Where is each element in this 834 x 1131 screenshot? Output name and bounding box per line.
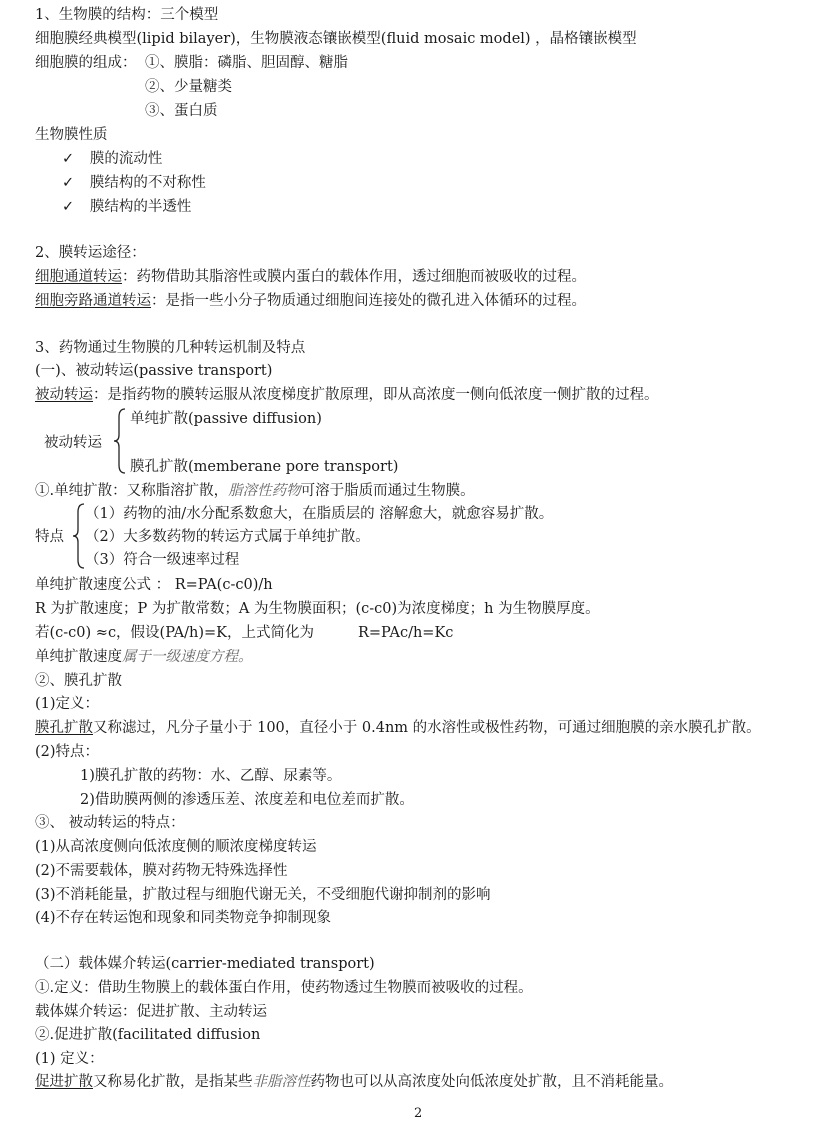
composition-item-1: ①、膜脂：磷脂、胆固醇、糖脂 bbox=[145, 55, 348, 71]
check-icon: ✓ bbox=[62, 151, 75, 167]
transport-definition: 细胞旁路通道转运：是指一些小分子物质通过细胞间连接处的微孔进入体循环的过程。 bbox=[35, 293, 586, 309]
feature-item: （1）药物的油/水分配系数愈大，在脂质层的 溶解愈大，就愈容易扩散。 bbox=[85, 506, 554, 522]
passive-feature-item: (1)从高浓度侧向低浓度侧的顺浓度梯度转运 bbox=[35, 839, 317, 855]
feature-item: （3）符合一级速率过程 bbox=[85, 552, 240, 568]
simple-diffusion-definition: ①.单纯扩散：又称脂溶扩散，脂溶性药物可溶于脂质而通过生物膜。 bbox=[35, 483, 475, 499]
variables-line: R 为扩散速度；P 为扩散常数；A 为生物膜面积；(c-c0)为浓度梯度；h 为生物膜厚度。 bbox=[35, 601, 600, 617]
curly-brace-icon bbox=[72, 503, 86, 569]
properties-heading: 生物膜性质 bbox=[35, 127, 108, 143]
composition-item-2: ②、少量糖类 bbox=[145, 79, 232, 95]
facilitated-definition-label: (1) 定义： bbox=[35, 1051, 104, 1067]
check-icon: ✓ bbox=[62, 199, 75, 215]
composition-label: 细胞膜的组成： bbox=[35, 55, 137, 71]
section-2-heading: 2、膜转运途径： bbox=[35, 245, 146, 261]
property-item: ✓ 膜的流动性 bbox=[62, 151, 163, 167]
carrier-types: 载体媒介转运：促进扩散、主动转运 bbox=[35, 1004, 267, 1020]
facilitated-definition: 促进扩散又称易化扩散，是指某些非脂溶性药物也可以从高浓度处向低浓度处扩散，且不消耗能量。 bbox=[35, 1074, 673, 1090]
transport-definition: 细胞通道转运：药物借助其脂溶性或膜内蛋白的载体作用，透过细胞而被吸收的过程。 bbox=[35, 269, 586, 285]
check-icon: ✓ bbox=[62, 175, 75, 191]
property-item: ✓ 膜结构的半透性 bbox=[62, 199, 192, 215]
brace-item-pore-transport: 膜孔扩散(memberane pore transport) bbox=[130, 459, 399, 475]
pore-diffusion-heading: ②、膜孔扩散 bbox=[35, 673, 122, 689]
brace-label: 被动转运 bbox=[44, 435, 102, 451]
section-3-heading: 3、药物通过生物膜的几种转运机制及特点 bbox=[35, 340, 306, 356]
passive-feature-item: (2)不需要载体，膜对药物无特殊选择性 bbox=[35, 863, 288, 879]
property-item: ✓ 膜结构的不对称性 bbox=[62, 175, 206, 191]
term: 促进扩散 bbox=[35, 1074, 93, 1090]
pore-features-label: (2)特点： bbox=[35, 744, 100, 760]
passive-feature-item: (4)不存在转运饱和现象和同类物竞争抑制现象 bbox=[35, 910, 332, 926]
term: 被动转运 bbox=[35, 387, 93, 403]
formula-line: 单纯扩散速度公式 ： R=PA(c-c0)/h bbox=[35, 577, 273, 593]
page-number: 2 bbox=[414, 1106, 423, 1121]
passive-features-heading: ③、 被动转运的特点： bbox=[35, 815, 185, 831]
membrane-models: 细胞膜经典模型(lipid bilayer)，生物膜液态镶嵌模型(fluid mosaic model) ，晶格镶嵌模型 bbox=[35, 31, 637, 47]
pore-definition: 膜孔扩散又称滤过，凡分子量小于 100，直径小于 0.4nm 的水溶性或极性药物，可通过细胞膜的亲水膜孔扩散。 bbox=[35, 720, 761, 736]
feature-item: （2）大多数药物的转运方式属于单纯扩散。 bbox=[85, 529, 370, 545]
brace-item-simple-diffusion: 单纯扩散(passive diffusion) bbox=[130, 411, 322, 427]
composition-item-3: ③、蛋白质 bbox=[145, 103, 218, 119]
features-label: 特点 bbox=[35, 529, 64, 545]
pore-feature-item: 1)膜孔扩散的药物：水、乙醇、尿素等。 bbox=[80, 768, 342, 784]
curly-brace-icon bbox=[113, 408, 127, 474]
carrier-transport-heading: （二）载体媒介转运(carrier-mediated transport) bbox=[35, 956, 375, 972]
term: 细胞旁路通道转运 bbox=[35, 293, 151, 309]
first-order-line: 单纯扩散速度属于一级速度方程。 bbox=[35, 649, 253, 665]
passive-feature-item: (3)不消耗能量，扩散过程与细胞代谢无关，不受细胞代谢抑制剂的影响 bbox=[35, 887, 491, 903]
approximation-line: 若(c-c0) ≈c，假设(PA/h)=K，上式简化为 R=PAc/h=Kc bbox=[35, 625, 454, 641]
pore-feature-item: 2)借助膜两侧的渗透压差、浓度差和电位差而扩散。 bbox=[80, 792, 414, 808]
passive-transport-heading: (一)、被动转运(passive transport) bbox=[35, 363, 273, 379]
section-1-heading: 1、生物膜的结构：三个模型 bbox=[35, 7, 219, 23]
facilitated-diffusion-heading: ②.促进扩散(facilitated diffusion bbox=[35, 1027, 261, 1043]
term: 细胞通道转运 bbox=[35, 269, 122, 285]
passive-transport-definition: 被动转运：是指药物的膜转运服从浓度梯度扩散原理，即从高浓度一侧向低浓度一侧扩散的过程。 bbox=[35, 387, 659, 403]
term: 膜孔扩散 bbox=[35, 720, 93, 736]
pore-definition-label: (1)定义： bbox=[35, 696, 100, 712]
carrier-definition: ①.定义：借助生物膜上的载体蛋白作用，使药物透过生物膜而被吸收的过程。 bbox=[35, 980, 533, 996]
